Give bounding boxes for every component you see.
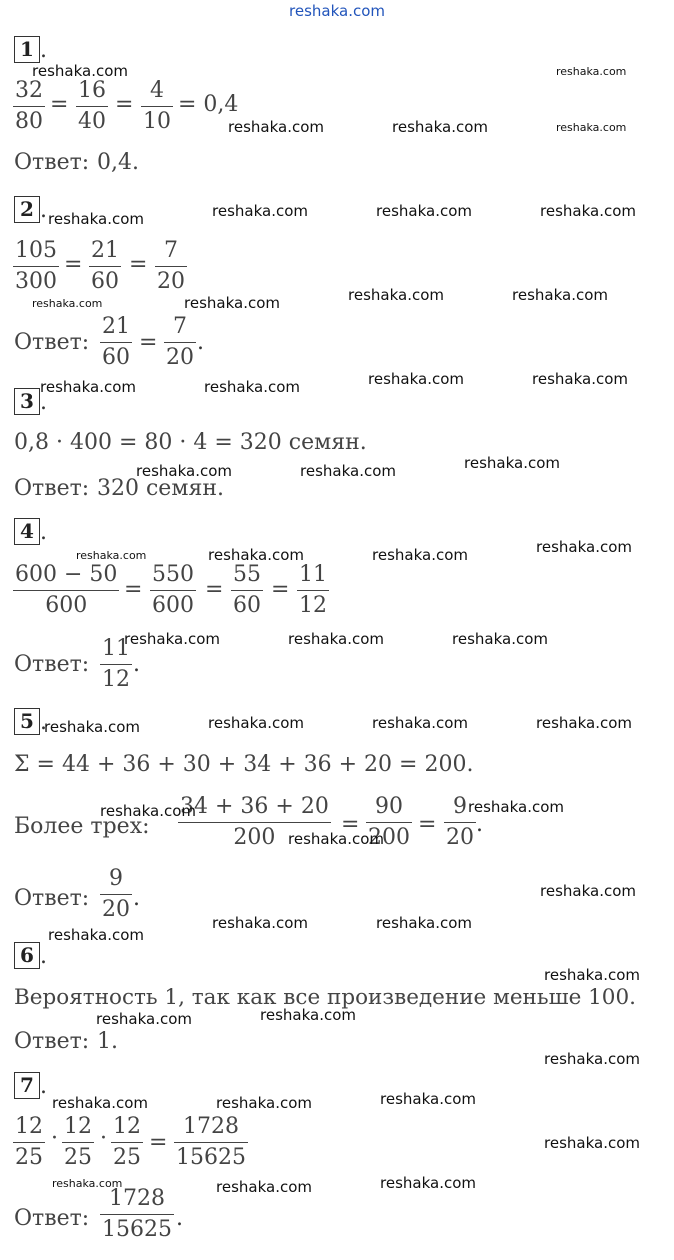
watermark[interactable]: reshaka.com [368, 370, 464, 388]
number-dot: . [40, 390, 47, 415]
fraction: $\frac{90}{200}$ [366, 792, 412, 853]
equals-sign: = [124, 577, 143, 602]
answer-label: Ответ: [14, 1206, 90, 1231]
problem-number: 7 [14, 1072, 40, 1099]
equals-sign: = [205, 577, 224, 602]
problem-number: 3 [14, 388, 40, 415]
fraction: $\frac{7}{20}$ [164, 312, 196, 373]
problem-number: 6 [14, 942, 40, 969]
fraction: $\frac{600 - 50}{600}$ [13, 560, 119, 621]
watermark[interactable]: reshaka.com [96, 1010, 192, 1028]
watermark[interactable]: reshaka.com [204, 378, 300, 396]
problem-number: 1 [14, 36, 40, 63]
answer-label: Ответ: [14, 150, 90, 175]
equals-sign: = [129, 252, 148, 277]
number-dot: . [40, 710, 47, 735]
equals-sign: = [418, 812, 437, 837]
watermark[interactable]: reshaka.com [228, 118, 324, 136]
multiplication-dot: · [100, 1126, 107, 1151]
period: . [176, 1206, 183, 1231]
fraction: $\frac{9}{20}$ [444, 792, 476, 853]
period: . [476, 812, 483, 837]
watermark[interactable]: reshaka.com [464, 454, 560, 472]
fraction: $\frac{550}{600}$ [150, 560, 196, 621]
watermark[interactable]: reshaka.com [40, 378, 136, 396]
answer-label: Ответ: [14, 652, 90, 677]
watermark[interactable]: reshaka.com [380, 1174, 476, 1192]
watermark[interactable]: reshaka.com [100, 802, 196, 820]
watermark[interactable]: reshaka.com [212, 202, 308, 220]
answer-label: Ответ: [14, 1029, 90, 1054]
fraction: $\frac{21}{60}$ [89, 236, 121, 297]
answer-label: Ответ: [14, 476, 90, 501]
fraction: $\frac{12}{25}$ [62, 1112, 94, 1173]
watermark[interactable]: reshaka.com [52, 1177, 123, 1190]
watermark[interactable]: reshaka.com [540, 202, 636, 220]
watermark[interactable]: reshaka.com [544, 1050, 640, 1068]
watermark[interactable]: reshaka.com [288, 830, 384, 848]
fraction: $\frac{9}{20}$ [100, 864, 132, 925]
watermark[interactable]: reshaka.com [556, 121, 627, 134]
number-dot: . [40, 944, 47, 969]
fraction: $\frac{34 + 36 + 20}{200}$ [178, 792, 331, 853]
watermark[interactable]: reshaka.com [136, 462, 232, 480]
fraction: $\frac{11}{12}$ [100, 634, 132, 695]
watermark[interactable]: reshaka.com [536, 714, 632, 732]
problem-number: 4 [14, 518, 40, 545]
watermark[interactable]: reshaka.com [372, 714, 468, 732]
watermark[interactable]: reshaka.com [544, 1134, 640, 1152]
watermark[interactable]: reshaka.com [376, 202, 472, 220]
equals-sign: = [341, 812, 360, 837]
number-dot: . [40, 1074, 47, 1099]
watermark[interactable]: reshaka.com [544, 966, 640, 984]
watermark[interactable]: reshaka.com [32, 62, 128, 80]
watermark[interactable]: reshaka.com [260, 1006, 356, 1024]
watermark[interactable]: reshaka.com [216, 1094, 312, 1112]
equals-sign: = [149, 1130, 168, 1155]
period: . [133, 652, 140, 677]
fraction: $\frac{16}{40}$ [76, 76, 108, 137]
number-dot: . [40, 520, 47, 545]
equals-sign: = [115, 92, 134, 117]
fraction: $\frac{21}{60}$ [100, 312, 132, 373]
more-than-three-label: Более трех: [14, 814, 150, 839]
fraction: $\frac{105}{300}$ [13, 236, 59, 297]
watermark[interactable]: reshaka.com [212, 914, 308, 932]
fraction: $\frac{1728}{15625}$ [174, 1112, 248, 1173]
fraction: $\frac{11}{12}$ [297, 560, 329, 621]
watermark[interactable]: reshaka.com [372, 546, 468, 564]
watermark[interactable]: reshaka.com [52, 1094, 148, 1112]
watermark[interactable]: reshaka.com [348, 286, 444, 304]
watermark[interactable]: reshaka.com [288, 630, 384, 648]
watermark[interactable]: reshaka.com [184, 294, 280, 312]
watermark-top[interactable]: reshaka.com [289, 2, 385, 20]
fraction: $\frac{1728}{15625}$ [100, 1184, 174, 1245]
equals-sign: = [139, 330, 158, 355]
answer-value: 1. [97, 1029, 118, 1054]
watermark[interactable]: reshaka.com [540, 882, 636, 900]
watermark[interactable]: reshaka.com [536, 538, 632, 556]
watermark[interactable]: reshaka.com [532, 370, 628, 388]
watermark[interactable]: reshaka.com [124, 630, 220, 648]
fraction: $\frac{12}{25}$ [111, 1112, 143, 1173]
fraction: $\frac{12}{25}$ [13, 1112, 45, 1173]
watermark[interactable]: reshaka.com [376, 914, 472, 932]
watermark[interactable]: reshaka.com [208, 714, 304, 732]
problem-number: 5 [14, 708, 40, 735]
watermark[interactable]: reshaka.com [44, 718, 140, 736]
watermark[interactable]: reshaka.com [468, 798, 564, 816]
equals-sign: = [271, 577, 290, 602]
equation: Σ = 44 + 36 + 30 + 34 + 36 + 20 = 200. [14, 752, 474, 777]
watermark[interactable]: reshaka.com [208, 546, 304, 564]
watermark[interactable]: reshaka.com [512, 286, 608, 304]
multiplication-dot: · [51, 1126, 58, 1151]
number-dot: . [40, 198, 47, 223]
answer-label: Ответ: [14, 886, 90, 911]
watermark[interactable]: reshaka.com [76, 549, 147, 562]
fraction: $\frac{55}{60}$ [231, 560, 263, 621]
equals-sign: = [64, 252, 83, 277]
answer-value: 320 семян. [97, 476, 224, 501]
fraction: $\frac{7}{20}$ [155, 236, 187, 297]
number-dot: . [40, 38, 47, 63]
watermark[interactable]: reshaka.com [32, 297, 103, 310]
problem-number: 2 [14, 196, 40, 223]
watermark[interactable]: reshaka.com [452, 630, 548, 648]
fraction: $\frac{32}{80}$ [13, 76, 45, 137]
watermark[interactable]: reshaka.com [48, 210, 144, 228]
equation-tail: = 0,4 [178, 92, 239, 117]
equals-sign: = [50, 92, 69, 117]
problem-text: Вероятность 1, так как все произведение меньше 100. [14, 985, 636, 1010]
answer-label: Ответ: [14, 330, 90, 355]
watermark[interactable]: reshaka.com [392, 118, 488, 136]
period: . [133, 886, 140, 911]
equation: 0,8 · 400 = 80 · 4 = 320 семян. [14, 430, 367, 455]
period: . [197, 330, 204, 355]
watermark[interactable]: reshaka.com [556, 65, 627, 78]
watermark[interactable]: reshaka.com [48, 926, 144, 944]
answer-value: 0,4. [97, 150, 139, 175]
fraction: $\frac{4}{10}$ [141, 76, 173, 137]
watermark[interactable]: reshaka.com [380, 1090, 476, 1108]
watermark[interactable]: reshaka.com [300, 462, 396, 480]
watermark[interactable]: reshaka.com [216, 1178, 312, 1196]
